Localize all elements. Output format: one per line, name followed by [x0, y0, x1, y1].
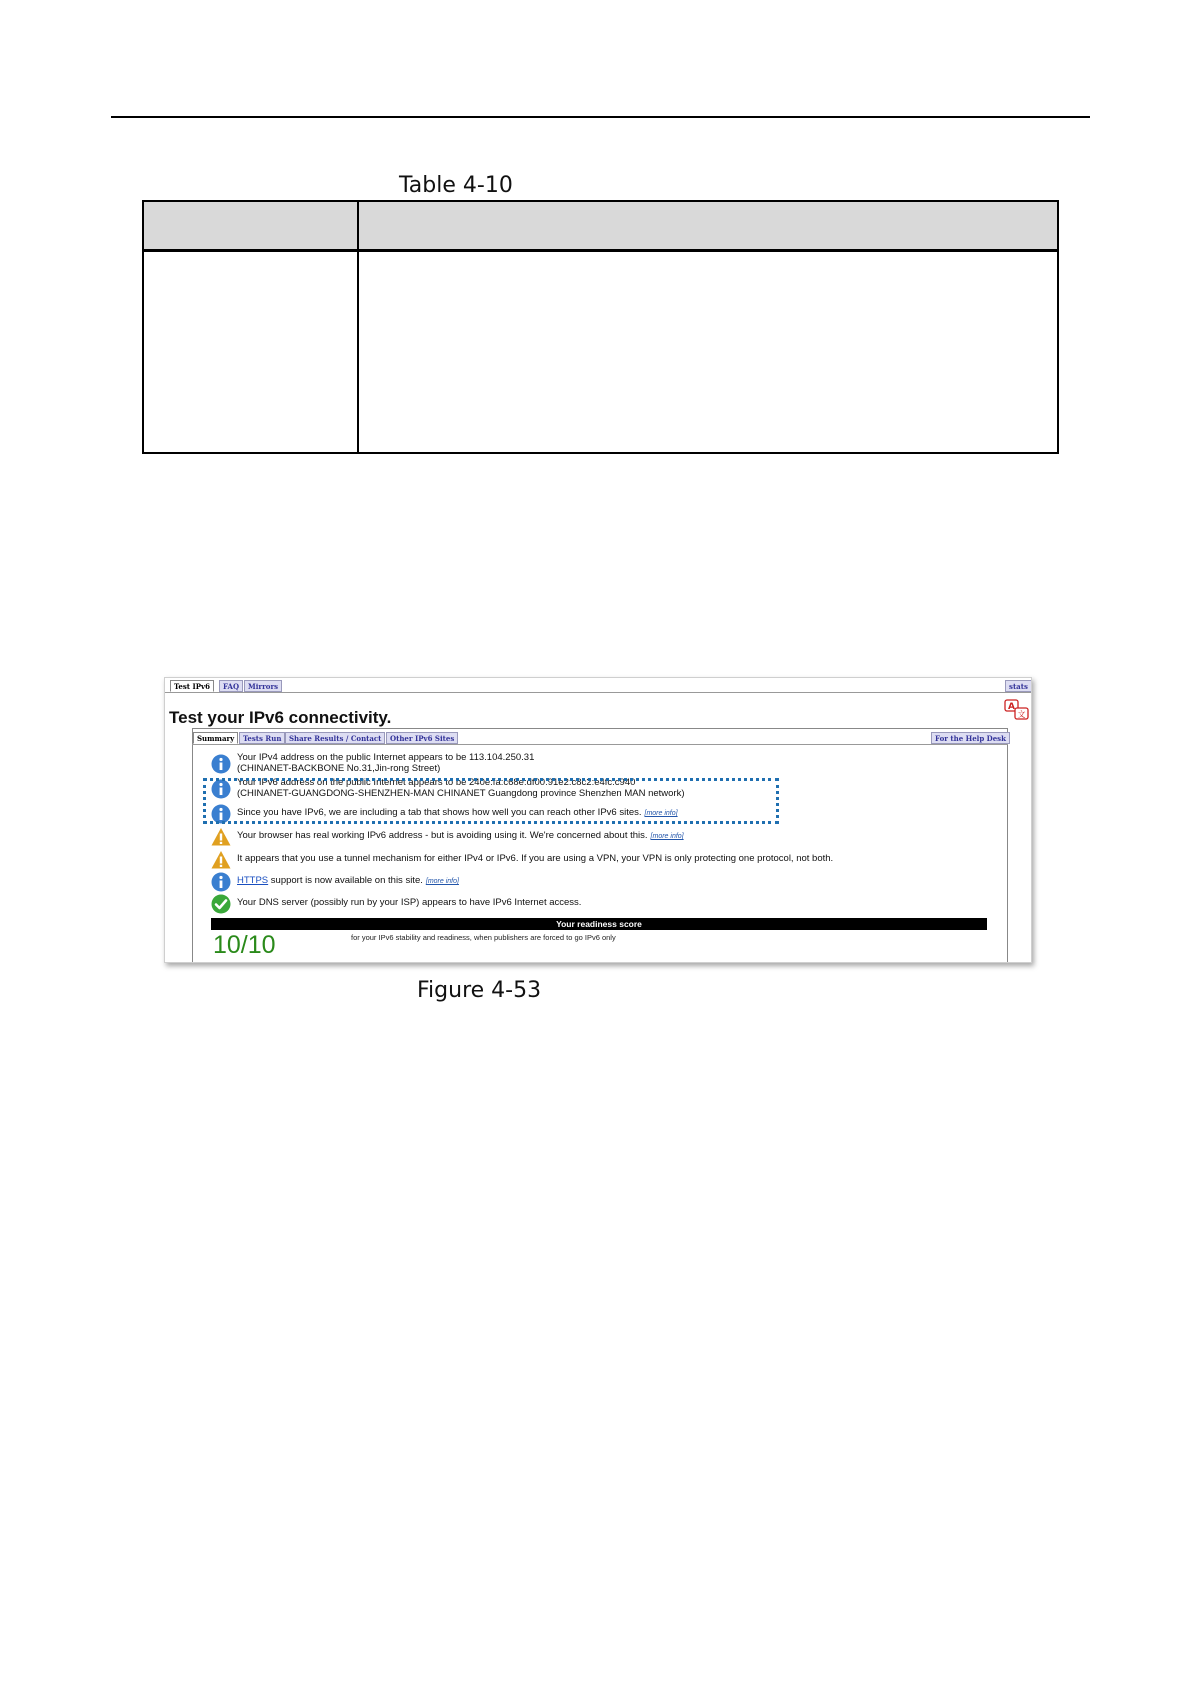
- result-ipv4-line1: Your IPv4 address on the public Internet appears to be 113.104.250.31: [237, 752, 535, 763]
- warning-icon: [211, 827, 231, 847]
- info-icon: [211, 754, 231, 774]
- tab-other-ipv6-sites[interactable]: Other IPv6 Sites: [386, 732, 458, 744]
- translate-icon[interactable]: [1004, 699, 1030, 721]
- result-browser-avoiding: [237, 830, 684, 842]
- result-tunnel: It appears that you use a tunnel mechanism for either IPv4 or IPv6. If you are using a VPN, your VPN is only protecting one protocol, not both.: [237, 853, 834, 864]
- figure-caption: Figure 4-53: [417, 978, 542, 1003]
- more-info-link[interactable]: [more info]: [644, 810, 678, 817]
- table-column-divider: [357, 202, 359, 452]
- result-ipv6-tab-text: Since you have IPv6, we are including a tab that shows how well you can reach other IPv6 sites.: [237, 807, 642, 818]
- top-tab-line: [165, 692, 1031, 693]
- tab-stats[interactable]: stats: [1005, 680, 1032, 692]
- more-info-link[interactable]: [more info]: [425, 878, 459, 885]
- readiness-score-value: 10/10: [213, 931, 276, 959]
- svg-text:A: A: [1008, 702, 1015, 712]
- readiness-score-bar: Your readiness score: [211, 918, 987, 930]
- tab-faq[interactable]: FAQ: [219, 680, 243, 692]
- warning-icon: [211, 850, 231, 870]
- more-info-link[interactable]: [more info]: [650, 833, 684, 840]
- check-icon: [211, 894, 231, 914]
- header-rule: [111, 116, 1090, 118]
- result-https-text: support is now available on this site.: [268, 875, 423, 886]
- sub-tab-line: [192, 744, 1008, 745]
- https-link[interactable]: HTTPS: [237, 875, 269, 886]
- table-caption: Table 4-10: [399, 173, 513, 198]
- result-browser-avoiding-text: Your browser has real working IPv6 address - but is avoiding using it. We're concerned about this.: [237, 830, 648, 841]
- result-ipv6-line2: (CHINANET-GUANGDONG-SHENZHEN-MAN CHINANET Guangdong province Shenzhen MAN network): [237, 788, 685, 799]
- tab-help-desk[interactable]: For the Help Desk: [931, 732, 1010, 744]
- tab-share-results[interactable]: Share Results / Contact: [285, 732, 385, 744]
- tab-summary[interactable]: Summary: [193, 732, 238, 744]
- parameter-table: [142, 200, 1059, 454]
- tab-test-ipv6[interactable]: Test IPv6: [170, 680, 214, 692]
- result-ipv6-line1: Your IPv6 address on the public Internet appears to be 240e:fa:c68e:df00:91e2:c8c2:e4fc:c940: [237, 777, 636, 788]
- tab-mirrors[interactable]: Mirrors: [244, 680, 282, 692]
- svg-text:文: 文: [1017, 710, 1026, 719]
- page-title: Test your IPv6 connectivity.: [169, 708, 392, 727]
- tab-tests-run[interactable]: Tests Run: [239, 732, 285, 744]
- result-ipv4-line2: (CHINANET-BACKBONE No.31,Jin-rong Street): [237, 763, 441, 774]
- table-header-row: [144, 202, 1057, 252]
- result-dns: Your DNS server (possibly run by your ISP) appears to have IPv6 Internet access.: [237, 897, 582, 908]
- result-https: [237, 875, 459, 887]
- result-ipv4: [237, 752, 534, 774]
- readiness-score-subtext: for your IPv6 stability and readiness, when publishers are forced to go IPv6 only: [351, 933, 616, 942]
- ipv6-highlight-box: [203, 778, 779, 824]
- ipv6-test-screenshot: [164, 677, 1032, 963]
- info-icon: [211, 872, 231, 892]
